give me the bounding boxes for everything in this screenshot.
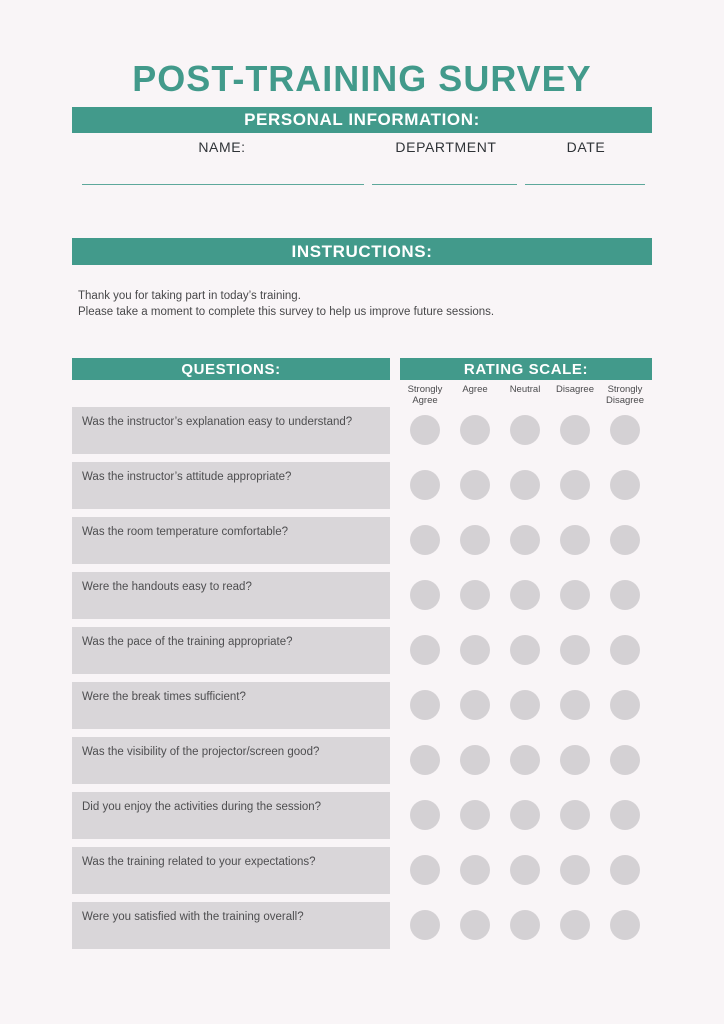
rating-circle[interactable] [560,690,590,720]
rating-circle[interactable] [460,745,490,775]
rating-scale-header: RATING SCALE: [400,358,652,380]
rating-circle[interactable] [460,415,490,445]
rating-circle[interactable] [610,525,640,555]
department-input-line[interactable] [372,184,517,185]
rating-circle[interactable] [560,415,590,445]
question-text: Was the room temperature comfortable? [72,517,390,564]
rating-circle[interactable] [560,525,590,555]
question-text: Did you enjoy the activities during the session? [72,792,390,839]
rating-circle[interactable] [610,580,640,610]
question-text: Was the training related to your expectations? [72,847,390,894]
question-text: Were the break times sufficient? [72,682,390,729]
rating-circle[interactable] [460,690,490,720]
rating-circle[interactable] [610,800,640,830]
rating-circle[interactable] [410,745,440,775]
personal-info-header: PERSONAL INFORMATION: [72,107,652,133]
survey-row [0,462,724,509]
rating-circle[interactable] [510,855,540,885]
question-text: Was the visibility of the projector/screen good? [72,737,390,784]
rating-circle[interactable] [410,800,440,830]
rating-circle[interactable] [460,800,490,830]
rating-circle[interactable] [610,415,640,445]
name-input-line[interactable] [82,184,364,185]
question-text: Was the instructor’s explanation easy to understand? [72,407,390,454]
rating-circle[interactable] [560,580,590,610]
instructions-line: Thank you for taking part in today’s training. [78,290,301,302]
rating-option-label-strongly-disagree: Strongly Disagree [605,384,645,406]
rating-circle[interactable] [460,525,490,555]
rating-circle[interactable] [410,525,440,555]
name-label: NAME: [198,139,246,155]
survey-row [0,517,724,564]
survey-row [0,627,724,674]
rating-circle[interactable] [460,635,490,665]
rating-circle[interactable] [410,415,440,445]
department-label: DEPARTMENT [395,139,497,155]
rating-circle[interactable] [410,635,440,665]
rating-circle[interactable] [510,470,540,500]
date-label: DATE [566,139,606,155]
rating-circle[interactable] [460,910,490,940]
instructions-text [78,288,494,320]
rating-circle[interactable] [410,580,440,610]
rating-circle[interactable] [610,745,640,775]
survey-row [0,407,724,454]
rating-option-label-neutral: Neutral [509,384,541,395]
rating-circle[interactable] [560,800,590,830]
question-text: Was the pace of the training appropriate? [72,627,390,674]
question-text: Was the instructor’s attitude appropriate? [72,462,390,509]
rating-circle[interactable] [560,470,590,500]
rating-circle[interactable] [610,855,640,885]
rating-circle[interactable] [460,580,490,610]
rating-option-label-strongly-agree: Strongly Agree [407,384,443,406]
instructions-line: Please take a moment to complete this survey to help us improve future sessions. [78,306,495,318]
rating-circle[interactable] [610,910,640,940]
rating-circle[interactable] [410,470,440,500]
survey-row [0,792,724,839]
page-title: POST-TRAINING SURVEY [132,58,592,99]
question-text: Were you satisfied with the training overall? [72,902,390,949]
rating-circle[interactable] [410,910,440,940]
survey-row [0,682,724,729]
rating-circle[interactable] [560,745,590,775]
rating-circle[interactable] [460,855,490,885]
rating-circle[interactable] [610,635,640,665]
instructions-header: INSTRUCTIONS: [72,238,652,265]
rating-circle[interactable] [510,415,540,445]
survey-row [0,902,724,949]
rating-circle[interactable] [510,580,540,610]
rating-option-label-disagree: Disagree [555,384,595,395]
rating-circle[interactable] [510,690,540,720]
rating-circle[interactable] [460,470,490,500]
rating-circle[interactable] [610,690,640,720]
survey-row [0,847,724,894]
rating-circle[interactable] [560,910,590,940]
survey-row [0,737,724,784]
question-text: Were the handouts easy to read? [72,572,390,619]
rating-circle[interactable] [410,855,440,885]
rating-circle[interactable] [410,690,440,720]
rating-circle[interactable] [560,855,590,885]
date-input-line[interactable] [525,184,645,185]
questions-header: QUESTIONS: [72,358,390,380]
survey-row [0,572,724,619]
rating-circle[interactable] [510,745,540,775]
rating-circle[interactable] [610,470,640,500]
rating-circle[interactable] [510,910,540,940]
rating-circle[interactable] [510,800,540,830]
rating-circle[interactable] [510,635,540,665]
rating-circle[interactable] [510,525,540,555]
rating-circle[interactable] [560,635,590,665]
rating-option-label-agree: Agree [462,384,488,395]
